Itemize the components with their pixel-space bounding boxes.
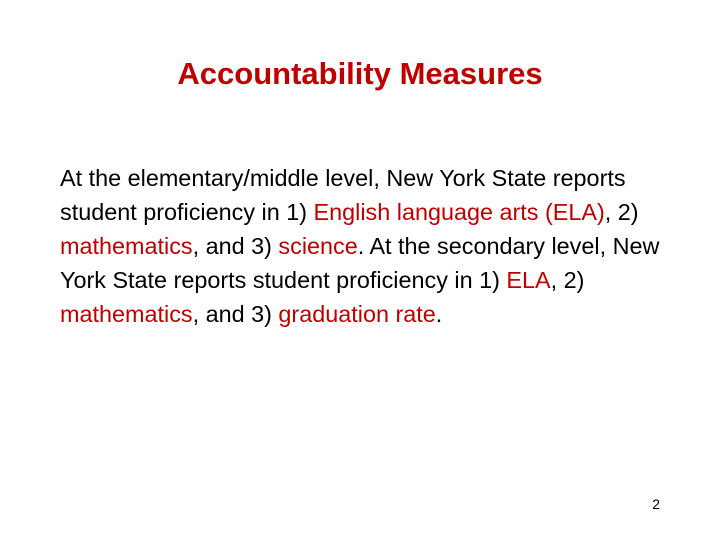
text-segment: , 2) [550, 267, 585, 293]
highlight-ela: ELA [506, 267, 551, 293]
text-segment: , and 3) [192, 301, 279, 327]
page-number: 2 [652, 496, 660, 512]
text-segment: At the elementary/middle level, New York State reports student proficiency in 1) [60, 165, 626, 225]
highlight-mathematics-secondary: mathematics [60, 301, 193, 327]
text-segment: . [435, 301, 443, 327]
text-segment: . At the secondary level, New York State reports student proficiency in 1) [60, 233, 660, 293]
highlight-mathematics: mathematics [60, 233, 193, 259]
text-segment: , 2) [604, 199, 639, 225]
text-segment: , and 3) [192, 233, 279, 259]
slide-title: Accountability Measures [177, 56, 543, 91]
highlight-science: science [278, 233, 358, 259]
body-paragraph [60, 161, 700, 331]
highlight-ela-full: English language arts (ELA) [313, 199, 605, 225]
highlight-graduation-rate: graduation rate [278, 301, 436, 327]
